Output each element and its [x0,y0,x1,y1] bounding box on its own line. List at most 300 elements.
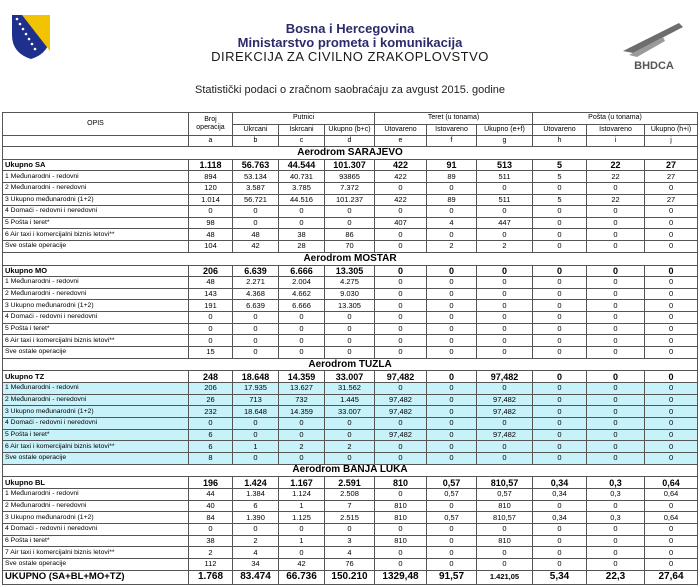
table-cell: 97,482 [477,371,533,383]
table-cell: 22,3 [587,570,645,584]
table-cell: 6.666 [279,300,325,312]
section-title: Aerodrom MOSTAR [3,252,698,265]
table-cell: 83.474 [233,570,279,584]
col-iskrcani: Iskrcani [279,124,325,136]
table-cell: 0 [375,441,427,453]
section-header-row [3,146,698,159]
table-row [3,347,698,359]
table-cell: 104 [189,241,233,253]
table-row [3,429,698,441]
table-cell: 14.359 [279,371,325,383]
section-total-row [3,159,698,171]
table-cell: 0 [533,547,587,559]
table-cell: 0,57 [477,489,533,501]
table-cell: 0 [533,371,587,383]
table-cell: 97,482 [375,429,427,441]
table-cell: 17.935 [233,383,279,395]
table-cell: 91 [427,159,477,171]
col-ukrcani: Ukrcani [233,124,279,136]
table-cell: 0 [375,489,427,501]
table-cell: 6.639 [233,300,279,312]
letter-c: c [279,136,325,146]
table-cell: 33.007 [325,371,375,383]
table-cell: 0 [427,500,477,512]
table-cell: 0 [533,182,587,194]
table-cell: 0,3 [587,512,645,524]
table-cell: 0 [477,277,533,289]
col-istovareno: Istovareno [427,124,477,136]
section-total-row [3,477,698,489]
table-cell: 0 [279,347,325,359]
table-cell: 97,482 [375,371,427,383]
table-cell: 0 [587,452,645,464]
table-row [3,335,698,347]
table-cell: 2.508 [325,489,375,501]
row-label: 1 Međunarodni - redovni [3,277,189,289]
table-cell: 0 [477,347,533,359]
table-cell: 0,3 [587,489,645,501]
table-cell: 0 [233,323,279,335]
table-cell: 0 [325,347,375,359]
table-cell: 0 [325,335,375,347]
table-cell: 0 [645,547,698,559]
table-cell: 76 [325,558,375,570]
table-cell: 0 [233,429,279,441]
table-cell: 0 [645,452,698,464]
table-cell: 0 [233,312,279,324]
table-cell: 40.731 [279,171,325,183]
table-cell: 0 [279,206,325,218]
table-cell: 33.007 [325,406,375,418]
table-cell: 27,64 [645,570,698,584]
table-cell: 0 [427,277,477,289]
table-cell: 4 [325,547,375,559]
grand-total-row [3,570,698,584]
table-cell: 6.666 [279,265,325,277]
table-cell: 1.124 [279,489,325,501]
table-cell: 1 [279,535,325,547]
table-cell: 44.544 [279,159,325,171]
table-cell: 101.237 [325,194,375,206]
table-row [3,171,698,183]
table-cell: 0 [587,312,645,324]
letter-blank [3,136,189,146]
table-cell: 7.372 [325,182,375,194]
table-cell: 1.421,05 [477,570,533,584]
row-label: 5 Pošta i teret* [3,323,189,335]
table-cell: 9.030 [325,288,375,300]
row-label: Sve ostale operacije [3,452,189,464]
table-cell: 18.648 [233,406,279,418]
table-cell: 0 [375,547,427,559]
col-group-putnici: Putnici [233,113,375,125]
row-label: 6 Air taxi i komercijalni biznis letovi** [3,229,189,241]
row-label: 6 Pošta i teret* [3,535,189,547]
table-cell: 4.662 [279,288,325,300]
section-total-row [3,371,698,383]
table-cell: 0 [587,182,645,194]
table-cell: 86 [325,229,375,241]
table-cell: 0 [533,523,587,535]
table-cell: 0 [375,312,427,324]
table-cell: 1.118 [189,159,233,171]
table-cell: 0 [427,441,477,453]
table-cell: 6 [233,500,279,512]
row-label: 3 Ukupno međunarodni (1+2) [3,406,189,418]
col-ukupno-ef: Ukupno (e+f) [477,124,533,136]
table-cell: 0 [233,347,279,359]
table-cell: 0 [645,383,698,395]
table-cell: 0 [645,418,698,430]
table-cell: 0 [279,217,325,229]
table-row [3,452,698,464]
col-ukupno-hi: Ukupno (h+i) [645,124,698,136]
row-label: 3 Ukupno međunarodni (1+2) [3,300,189,312]
table-cell: 0 [645,241,698,253]
table-cell: 1.384 [233,489,279,501]
table-cell: 810 [375,500,427,512]
table-cell: 0 [645,323,698,335]
row-label: 2 Međunarodni - neredovni [3,500,189,512]
letter-j: j [645,136,698,146]
table-cell: 196 [189,477,233,489]
table-cell: 97,482 [375,406,427,418]
table-cell: 0 [233,335,279,347]
table-cell: 0 [427,300,477,312]
table-cell: 0 [375,335,427,347]
row-label: 7 Air taxi i komercijalni biznis letovi** [3,547,189,559]
table-cell: 0 [587,265,645,277]
col-istovareno-posta: Istovareno [587,124,645,136]
table-row [3,512,698,524]
table-cell: 0 [587,441,645,453]
table-cell: 810 [375,535,427,547]
table-cell: 42 [279,558,325,570]
row-label: Ukupno MO [3,265,189,277]
table-cell: 810 [375,512,427,524]
table-cell: 2 [427,241,477,253]
table-cell: 0 [233,452,279,464]
row-label: 1 Međunarodni - redovni [3,171,189,183]
table-cell: 0 [427,323,477,335]
table-cell: 1.390 [233,512,279,524]
table-cell: 3.785 [279,182,325,194]
table-cell: 0 [533,535,587,547]
table-cell: 0 [587,217,645,229]
table-cell: 70 [325,241,375,253]
col-utovareno: Utovareno [375,124,427,136]
header-country: Bosna i Hercegovina [285,21,415,36]
table-cell: 0,3 [587,477,645,489]
table-cell: 0 [427,406,477,418]
table-cell: 2 [233,535,279,547]
table-cell: 0 [533,312,587,324]
table-row [3,558,698,570]
row-label: 3 Ukupno međunarodni (1+2) [3,512,189,524]
table-cell: 1.125 [279,512,325,524]
row-label: Ukupno TZ [3,371,189,383]
table-cell: 0 [427,312,477,324]
table-cell: 0 [477,441,533,453]
table-cell: 0 [587,383,645,395]
table-cell: 0 [477,418,533,430]
table-cell: 0 [189,206,233,218]
table-cell: 0 [587,535,645,547]
table-cell: 732 [279,394,325,406]
table-cell: 0,34 [533,512,587,524]
table-cell: 28 [279,241,325,253]
table-cell: 0 [375,452,427,464]
row-label: UKUPNO (SA+BL+MO+TZ) [3,570,189,584]
table-cell: 38 [189,535,233,547]
table-cell: 0 [587,241,645,253]
table-cell: 0 [233,217,279,229]
table-cell: 0,57 [427,512,477,524]
table-cell: 0 [533,335,587,347]
table-cell: 248 [189,371,233,383]
table-cell: 0 [375,323,427,335]
table-cell: 0 [587,547,645,559]
letter-i: i [587,136,645,146]
table-cell: 810 [477,500,533,512]
statistics-table [2,112,698,585]
table-cell: 0 [279,418,325,430]
table-cell: 0 [533,277,587,289]
table-row [3,489,698,501]
table-cell: 0 [587,406,645,418]
col-ukupno-bc: Ukupno (b+c) [325,124,375,136]
table-cell: 6 [189,429,233,441]
table-cell: 0 [375,265,427,277]
table-cell: 97,482 [477,429,533,441]
table-cell: 2.515 [325,512,375,524]
row-label: 5 Pošta i teret* [3,429,189,441]
header-ministry: Ministarstvo prometa i komunikacija [237,35,463,50]
table-cell: 0 [427,347,477,359]
table-cell: 0 [645,229,698,241]
table-cell: 0,34 [533,477,587,489]
letter-e: e [375,136,427,146]
table-cell: 0 [533,206,587,218]
table-cell: 0 [645,288,698,300]
col-utovareno-posta: Utovareno [533,124,587,136]
table-cell: 0 [427,206,477,218]
table-cell: 27 [645,159,698,171]
table-cell: 1.445 [325,394,375,406]
table-row [3,394,698,406]
table-cell: 513 [477,159,533,171]
table-cell: 2 [477,241,533,253]
table-cell: 0 [375,523,427,535]
table-cell: 0 [645,523,698,535]
table-cell: 0 [279,429,325,441]
table-cell: 143 [189,288,233,300]
table-row [3,383,698,395]
table-cell: 0 [587,288,645,300]
table-cell: 0 [325,312,375,324]
table-cell: 0 [587,323,645,335]
table-cell: 48 [189,277,233,289]
table-cell: 0 [375,300,427,312]
table-cell: 0 [427,335,477,347]
section-header-row [3,464,698,477]
document-header [0,0,700,78]
letter-d: d [325,136,375,146]
table-row [3,217,698,229]
table-cell: 22 [587,194,645,206]
table-cell: 2 [279,441,325,453]
table-cell: 0 [279,312,325,324]
table-cell: 0 [427,535,477,547]
table-cell: 0 [325,323,375,335]
table-cell: 232 [189,406,233,418]
table-cell: 0 [587,371,645,383]
letter-a: a [189,136,233,146]
table-cell: 0 [189,523,233,535]
table-row [3,323,698,335]
table-cell: 1.424 [233,477,279,489]
table-cell: 0 [375,288,427,300]
table-cell: 4.368 [233,288,279,300]
table-cell: 13.627 [279,383,325,395]
table-cell: 0 [477,206,533,218]
row-label: Ukupno BL [3,477,189,489]
table-cell: 0 [645,347,698,359]
table-cell: 0,64 [645,489,698,501]
table-cell: 0 [533,265,587,277]
table-cell: 0 [325,206,375,218]
table-cell: 0 [477,300,533,312]
row-label: Sve ostale operacije [3,558,189,570]
table-cell: 0 [587,429,645,441]
table-cell: 0 [533,452,587,464]
table-cell: 0 [645,500,698,512]
table-cell: 810,57 [477,477,533,489]
row-label: Ukupno SA [3,159,189,171]
table-cell: 0 [533,429,587,441]
row-label: 6 Air taxi i komercijalni biznis letovi** [3,335,189,347]
table-cell: 98 [189,217,233,229]
table-cell: 0 [325,418,375,430]
table-cell: 4 [233,547,279,559]
table-cell: 0 [645,300,698,312]
table-cell: 0 [587,229,645,241]
table-cell: 0 [427,523,477,535]
table-cell: 0 [427,547,477,559]
table-cell: 0 [645,406,698,418]
letter-f: f [427,136,477,146]
table-cell: 1329,48 [375,570,427,584]
table-cell: 0 [533,229,587,241]
table-cell: 0 [533,217,587,229]
table-cell: 0 [587,300,645,312]
table-cell: 810 [375,477,427,489]
table-cell: 0 [645,394,698,406]
table-cell: 0 [645,441,698,453]
table-cell: 13.305 [325,265,375,277]
table-cell: 0 [375,229,427,241]
table-cell: 44.516 [279,194,325,206]
col-group-posta: Pošta (u tonama) [533,113,698,125]
row-label: 4 Domaći - redovni i neredovni [3,418,189,430]
section-total-row [3,265,698,277]
table-cell: 0 [325,217,375,229]
table-cell: 810 [477,535,533,547]
table-cell: 14.359 [279,406,325,418]
table-cell: 150.210 [325,570,375,584]
table-row [3,241,698,253]
table-cell: 1.768 [189,570,233,584]
table-cell: 18.648 [233,371,279,383]
table-cell: 422 [375,171,427,183]
table-row [3,194,698,206]
letter-h: h [533,136,587,146]
table-cell: 0 [645,206,698,218]
table-row [3,229,698,241]
table-cell: 15 [189,347,233,359]
header-group-row [3,113,698,125]
table-cell: 0 [375,277,427,289]
table-cell: 511 [477,171,533,183]
column-letters-row [3,136,698,146]
table-cell: 0 [477,312,533,324]
table-cell: 0 [587,206,645,218]
table-cell: 810,57 [477,512,533,524]
table-cell: 0 [233,523,279,535]
table-cell: 1 [279,500,325,512]
table-cell: 0 [587,394,645,406]
table-row [3,277,698,289]
table-cell: 0 [587,500,645,512]
row-label: Sve ostale operacije [3,241,189,253]
row-label: Sve ostale operacije [3,347,189,359]
table-cell: 1 [233,441,279,453]
table-cell: 0 [587,558,645,570]
table-cell: 0 [233,418,279,430]
table-cell: 0 [279,523,325,535]
table-cell: 0 [477,265,533,277]
table-row [3,206,698,218]
table-cell: 0 [645,182,698,194]
table-cell: 422 [375,194,427,206]
table-cell: 0 [645,312,698,324]
table-cell: 0 [189,312,233,324]
table-cell: 0 [587,277,645,289]
col-broj-operacija: Broj operacija [189,113,233,136]
table-cell: 1.167 [279,477,325,489]
table-cell: 0 [427,429,477,441]
table-cell: 0,57 [427,489,477,501]
table-cell: 0 [189,323,233,335]
row-label: 4 Domaći - redovni i neredovni [3,312,189,324]
table-cell: 447 [477,217,533,229]
table-row [3,300,698,312]
table-cell: 5 [533,159,587,171]
table-cell: 0 [477,452,533,464]
col-opis: OPIS [3,113,189,136]
table-cell: 42 [233,241,279,253]
table-cell: 6.639 [233,265,279,277]
table-cell: 26 [189,394,233,406]
table-cell: 0 [533,500,587,512]
table-cell: 0 [533,347,587,359]
row-label: 2 Međunarodni - neredovni [3,288,189,300]
table-cell: 0 [375,383,427,395]
table-cell: 191 [189,300,233,312]
table-cell: 0 [189,418,233,430]
table-cell: 0 [587,347,645,359]
table-cell: 0 [645,217,698,229]
